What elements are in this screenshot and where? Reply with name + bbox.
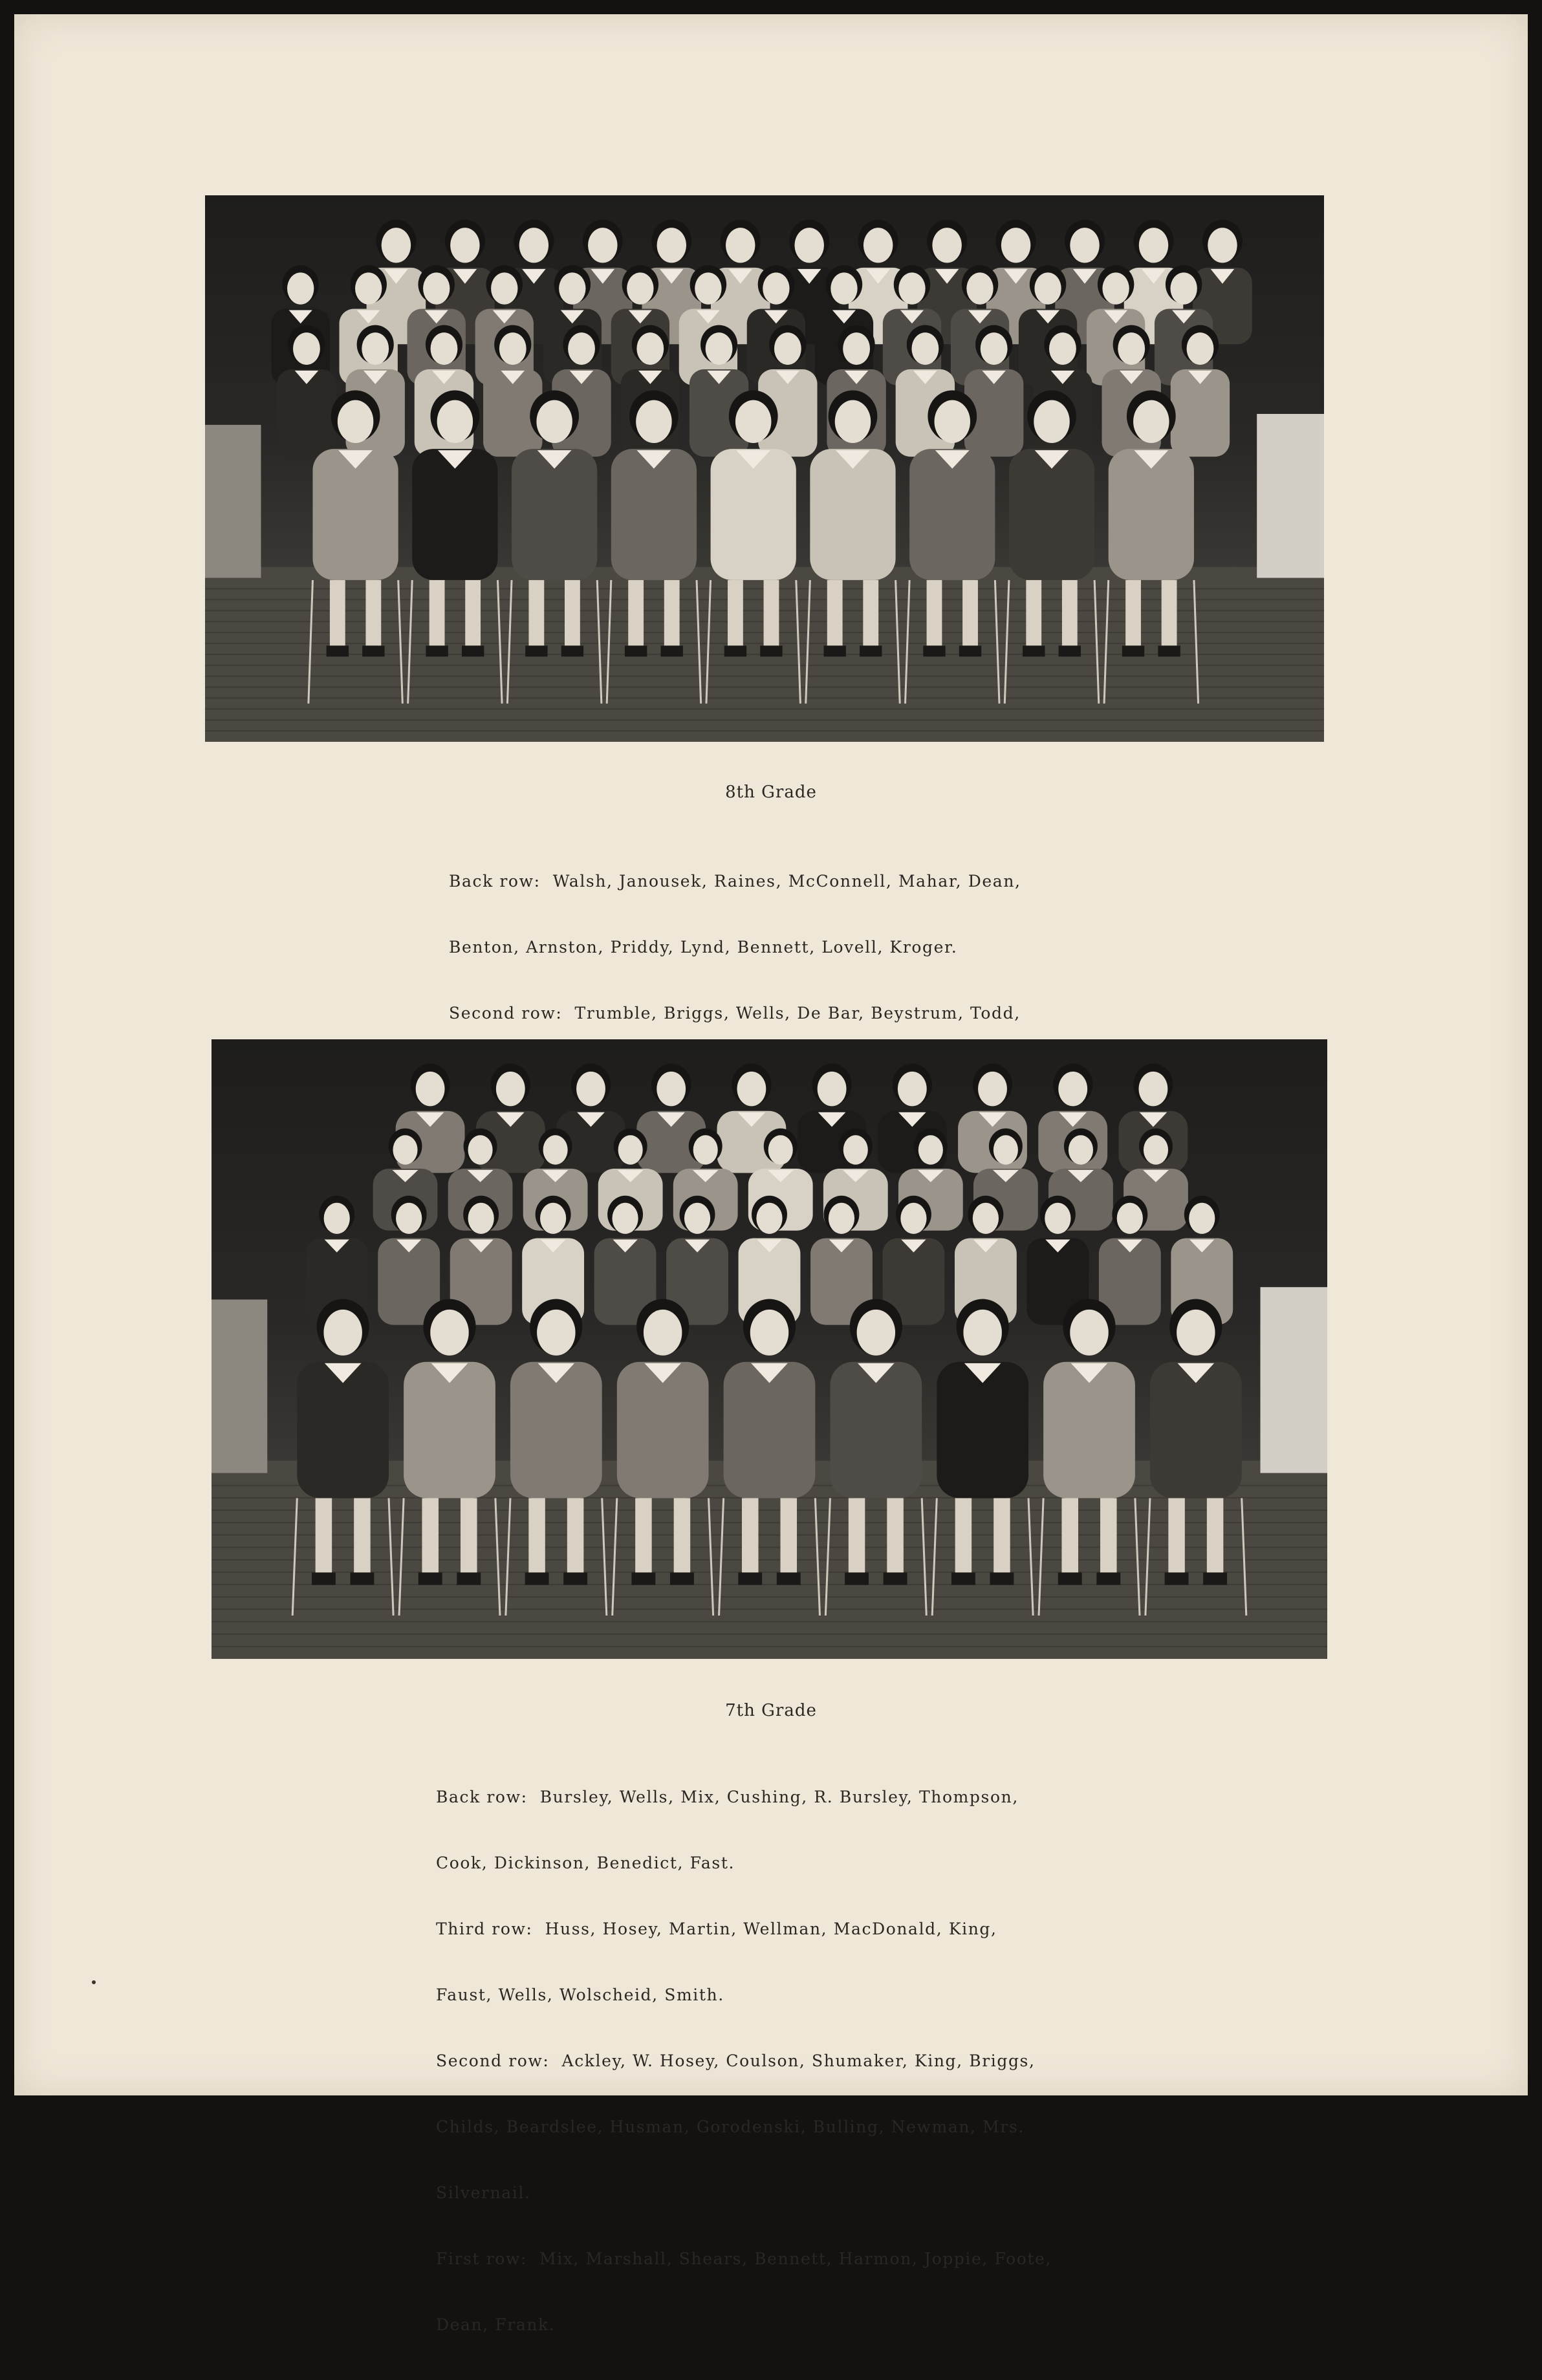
class-photo-8th-grade	[205, 195, 1324, 742]
wall-panel	[1257, 414, 1324, 578]
caption-line: Back row: Bursley, Wells, Mix, Cushing, R. Bursley, Thompson,	[436, 1788, 1019, 1806]
caption-line: Third row: Huss, Hosey, Martin, Wellman, MacDonald, King,	[436, 1920, 997, 1938]
caption-line: Cook, Dickinson, Benedict, Fast.	[436, 1854, 735, 1872]
wall-panel	[212, 1299, 267, 1473]
caption-names-7th-grade	[436, 1742, 1052, 2380]
caption-line: Childs, Beardslee, Husman, Gorodenski, Bulling, Newman, Mrs.	[436, 2117, 1025, 2136]
caption-line: Benton, Arnston, Priddy, Lynd, Bennett, Lovell, Kroger.	[449, 938, 958, 957]
caption-line: Back row: Walsh, Janousek, Raines, McConnell, Mahar, Dean,	[449, 872, 1021, 891]
caption-title-8th-grade: 8th Grade	[725, 783, 817, 802]
caption-line: Dean, Frank.	[436, 2315, 556, 2334]
caption-title-7th-grade: 7th Grade	[725, 1701, 817, 1720]
caption-line: Second row: Trumble, Briggs, Wells, De Bar, Beystrum, Todd,	[449, 1004, 1021, 1022]
class-photo-7th-grade	[212, 1039, 1327, 1659]
yearbook-page	[14, 14, 1528, 2334]
caption-line: First row: Mix, Marshall, Shears, Bennett, Harmon, Joppie, Foote,	[436, 2249, 1052, 2268]
caption-line: Silvernail.	[436, 2183, 531, 2202]
caption-line: Faust, Wells, Wolscheid, Smith.	[436, 1985, 724, 2004]
page-speck	[92, 1980, 96, 1984]
wall-panel	[1261, 1287, 1328, 1473]
student-figure	[272, 265, 330, 385]
caption-line: Second row: Ackley, W. Hosey, Coulson, Shumaker, King, Briggs,	[436, 2051, 1036, 2070]
wall-panel	[205, 425, 261, 578]
